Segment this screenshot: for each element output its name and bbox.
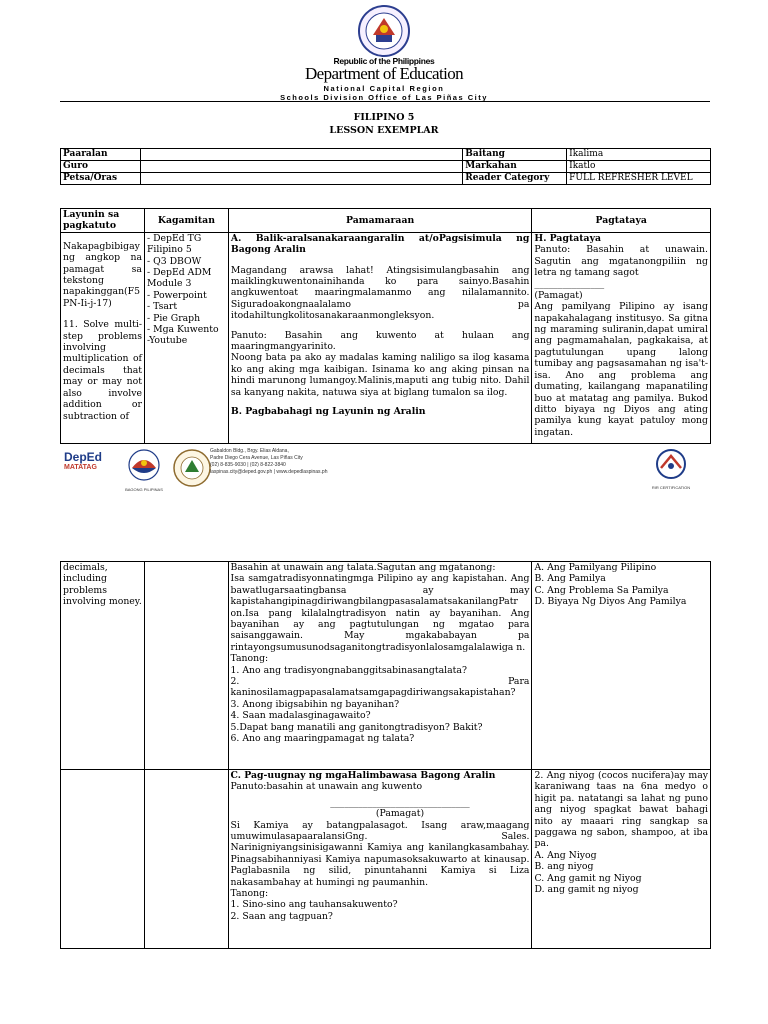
question-item: 2. Saan ang tagpuan? [230,910,333,922]
republic-text: Republic of the Philippines [333,56,435,66]
region-text: National Capital Region [323,84,445,93]
address-line-1: Gabaldon Bldg., Brgy. Elias Aldana, [210,448,289,454]
question-item: 1. Ano ang tradisyongnabanggitsabinasangtalata? [230,664,467,676]
layunin-continued-text: decimals, including problems involving money. [63,562,142,608]
paaralan-value [140,149,462,161]
page-footer [60,446,711,494]
deped-seal-logo [357,4,411,58]
answer-choice: A. Ang Pamilyang Pilipino [534,562,657,573]
kagamitan-item: -Youtube [146,335,188,347]
kagamitan-cell [144,232,228,443]
section-c-tanong: Tanong: [230,888,269,900]
kagamitan-list [147,233,226,347]
question-2-passage: 2. Ang niyog (cocos nucifera)ay may karaniwang taas na 6na medyo o higit pa. natatangi sa lahat ng puno ang niyog spagkat bawat bahagi nito ay maaari ring sangkap sa paggawa ng sabon, shampoo, at iba pa. [534,770,708,850]
info-table [60,148,711,185]
layunin-objective-1: Nakapagbibigay ng angkop na pamagat sa tekstong napakinggan(F5 PN-Ii-j-17) [63,240,142,309]
layunin-objective-2: 11. Solve multi-step problems involving multiplication of decimals that may or may not also involve addition or subtraction of [63,319,142,422]
rir-cert-text: RIR CERTIFICATION [651,485,691,490]
answer-choice: C. Ang gamit ng Niyog [534,872,642,884]
address-line-2: Padre Diego Cera Avenue, Las Piñas City [210,455,303,461]
section-c-blank: ______________________________ [330,796,470,808]
pagtataya-instructions: Panuto: Basahin at unawain. Sagutin ang mgatanongpiliin ng letra ng tamang sagot [534,244,708,279]
markahan-value: Ikatlo [567,161,711,173]
section-b-title: B. Pagbabahagi ng Layunin ng Aralin [230,406,426,418]
answer-choice: C. Ang Problema Sa Pamilya [534,584,669,596]
section-a-intro: Magandang arawsa lahat! Atingsisimulangbasahin ang maiklingkuwentonainihanda ko para sainyo.Basahin angkuwentoat maaringmalamanmo ang nilalamannito. Siguradoakongnaalalamo pa itodahiltungkolitosanakaraanmongleksyon. [230,264,530,322]
section-a-title: A. Balik-aralsanakaraangaralin at/oPagsisimula ng Bagong Aralin [230,232,530,256]
layunin-cell [61,232,145,443]
question-2-cell [532,770,711,949]
pagtataya-blank: _______________ [534,278,605,290]
email-text: laspinas.city@deped.gov.ph [210,469,273,475]
department-title: Department of Education [304,64,464,83]
phone-text: (02) 8-835-9030 | (02) 8-822-3840 [210,462,286,468]
question-item: 2. Para kaninosilamagpapasalamatsamgapagdiriwangsakapistahan? [230,676,530,699]
kagamitan-item: - Mga Kuwento [146,324,219,336]
section-b-passage: Isa samgatradisyonnatingmga Pilipino ay ang kapistahan. Ang bawatlugarsaatingbansa ay may kapistahangipinagdiriwangbilangpasasalamatsakanilangPatr on.Isa pang kilalalngtradisyon natin ay bayanihan. Ang bayanihan ay ang pagtutulungan ng mgatao para saisanggawain. May mgakababayan pa rintayongsumusunodsaganitongtradisyonlalosamgalalawiga n. [230,573,530,653]
question-item: 3. Anong ibigsabihin ng bayanihan? [230,698,400,710]
answer-choices-cell [532,562,711,770]
division-text: Schools Division Office of Las Piñas City [280,93,488,102]
layunin-empty-cell [61,770,145,949]
pagtataya-pamagat: (Pamagat) [534,289,583,301]
section-b-instructions: Basahin at unawain ang talata.Sagutan ang mgatanong: [230,562,496,573]
kagamitan-item: - Tsart [146,301,178,313]
website-text: www.depedlaspinas.ph [276,469,328,475]
section-c-story: Si Kamiya ay batangpalasagot. Isang araw,maagang umuwimulasapaaralansiGng. Sales. Narinigniyangsinisigawanni Kamiya ang kanilangkasambahay. Pinagsabihanniyasi Kamiya napumasoksakuwarto at kinausap. Paglabasnila ng silid, pinuntahanni Kamiya si Liza nakasambahay at humingi ng paumanhin. [230,819,530,888]
answer-choice: A. Ang Niyog [534,849,597,861]
question-item: 4. Saan madalasginagawaito? [230,710,371,722]
section-c-pamagat: (Pamagat) [375,808,425,820]
answer-choice: D. Biyaya Ng Diyos Ang Pamilya [534,596,687,608]
deped-logo-text: DepEd [64,450,103,464]
baitang-value: Ikalima [567,149,711,161]
petsa-label: Petsa/Oras [61,173,141,185]
answer-choice: D. ang gamit ng niyog [534,884,639,896]
col-header-pamamaraan: Pamamaraan [228,209,532,233]
contact-links: laspinas.city@deped.gov.ph | www.depedlaspinas.ph [210,469,328,475]
question-item: 1. Sino-sino ang tauhansakuwento? [230,899,398,911]
answer-choice: B. ang niyog [534,861,594,873]
col-header-pagtataya: Pagtataya [532,209,711,233]
col-header-layunin: Layunin sa pagkatuto [61,209,145,233]
footer-divider [60,443,711,444]
division-seal-logo [172,448,212,488]
kagamitan-item: - Pie Graph [146,312,201,324]
reader-category-label: Reader Category [463,173,567,185]
matatag-text: MATATAG [64,464,97,471]
paaralan-label: Paaralan [61,149,141,161]
rir-certification-logo [646,448,696,491]
section-b-content-cell [228,562,532,770]
pagtataya-title: H. Pagtataya [534,232,602,244]
bagong-pilipinas-logo [120,448,168,494]
pamamaraan-cell [228,232,532,443]
question-item: 6. Ano ang maaringpamagat ng talata? [230,733,415,745]
layunin-continued-cell [61,562,145,770]
kagamitan-item: - Powerpoint [146,289,207,301]
section-b-tanong: Tanong: [230,653,269,665]
guro-value [140,161,462,173]
petsa-value [140,173,462,185]
deped-matatag-logo [64,450,116,471]
kagamitan-item: - Q3 DBOW [146,255,202,267]
baitang-label: Baitang [463,149,567,161]
subject-title: FILIPINO 5 [353,112,415,123]
kagamitan-empty-cell [144,562,228,770]
answer-choice: B. Ang Pamilya [534,573,606,585]
guro-label: Guro [61,161,141,173]
kagamitan-item: - DepEd ADM Module 3 [146,267,212,290]
section-c-title: C. Pag-uugnay ng mgaHalimbawasa Bagong Aralin [230,770,496,781]
contact-info [210,448,390,476]
section-c-content-cell [228,770,532,949]
pagtataya-passage: Ang pamilyang Pilipino ay isang napakahalagang institusyo. Sa gitna ng maraming suliranin,dapat umiral ang pagmamahalan, pagkakaisa, at pagtutulungan upang lalong tumibay ang pagsasamahan ng isa't-isa. Ano ang problema ang dumating, kailangang mapanatiling buo at matatag ang pamilya. Bukod ditto biyaya ng Diyos ang ating pamilya kung kayat patuloy mong ingatan. [534,301,708,438]
lesson-table-continued [60,561,711,949]
kagamitan-empty-cell-2 [144,770,228,949]
col-header-kagamitan: Kagamitan [144,209,228,233]
pagtataya-cell [532,232,711,443]
lesson-table [60,208,711,444]
markahan-label: Markahan [463,161,567,173]
reader-category-value: FULL REFRESHER LEVEL [567,173,711,185]
bagong-pilipinas-text: BAGONG PILIPINAS [125,487,163,492]
section-c-instructions: Panuto:basahin at unawain ang kuwento [230,781,423,793]
question-item: 5.Dapat bang manatili ang ganitongtradisyon? Bakit? [230,721,483,733]
kagamitan-item: - DepEd TG Filipino 5 [146,232,202,256]
doc-type-title: LESSON EXEMPLAR [329,125,439,136]
section-a-story: Noong bata pa ako ay madalas kaming naliligo sa ilog kasama ko ang aking mga kaibigan. Isinama ko ang aking pinsan na hindi marunong lumangoy.Malinis,maputi ang tubig nito. Dahil sa kanyang nakita, natuwa siya at biglang tumalon sa ilog. [230,352,530,398]
header-divider [60,101,710,102]
section-a-instructions: Panuto: Basahin ang kuwento at hulaan ang maaringmangyarinito. [230,329,530,353]
